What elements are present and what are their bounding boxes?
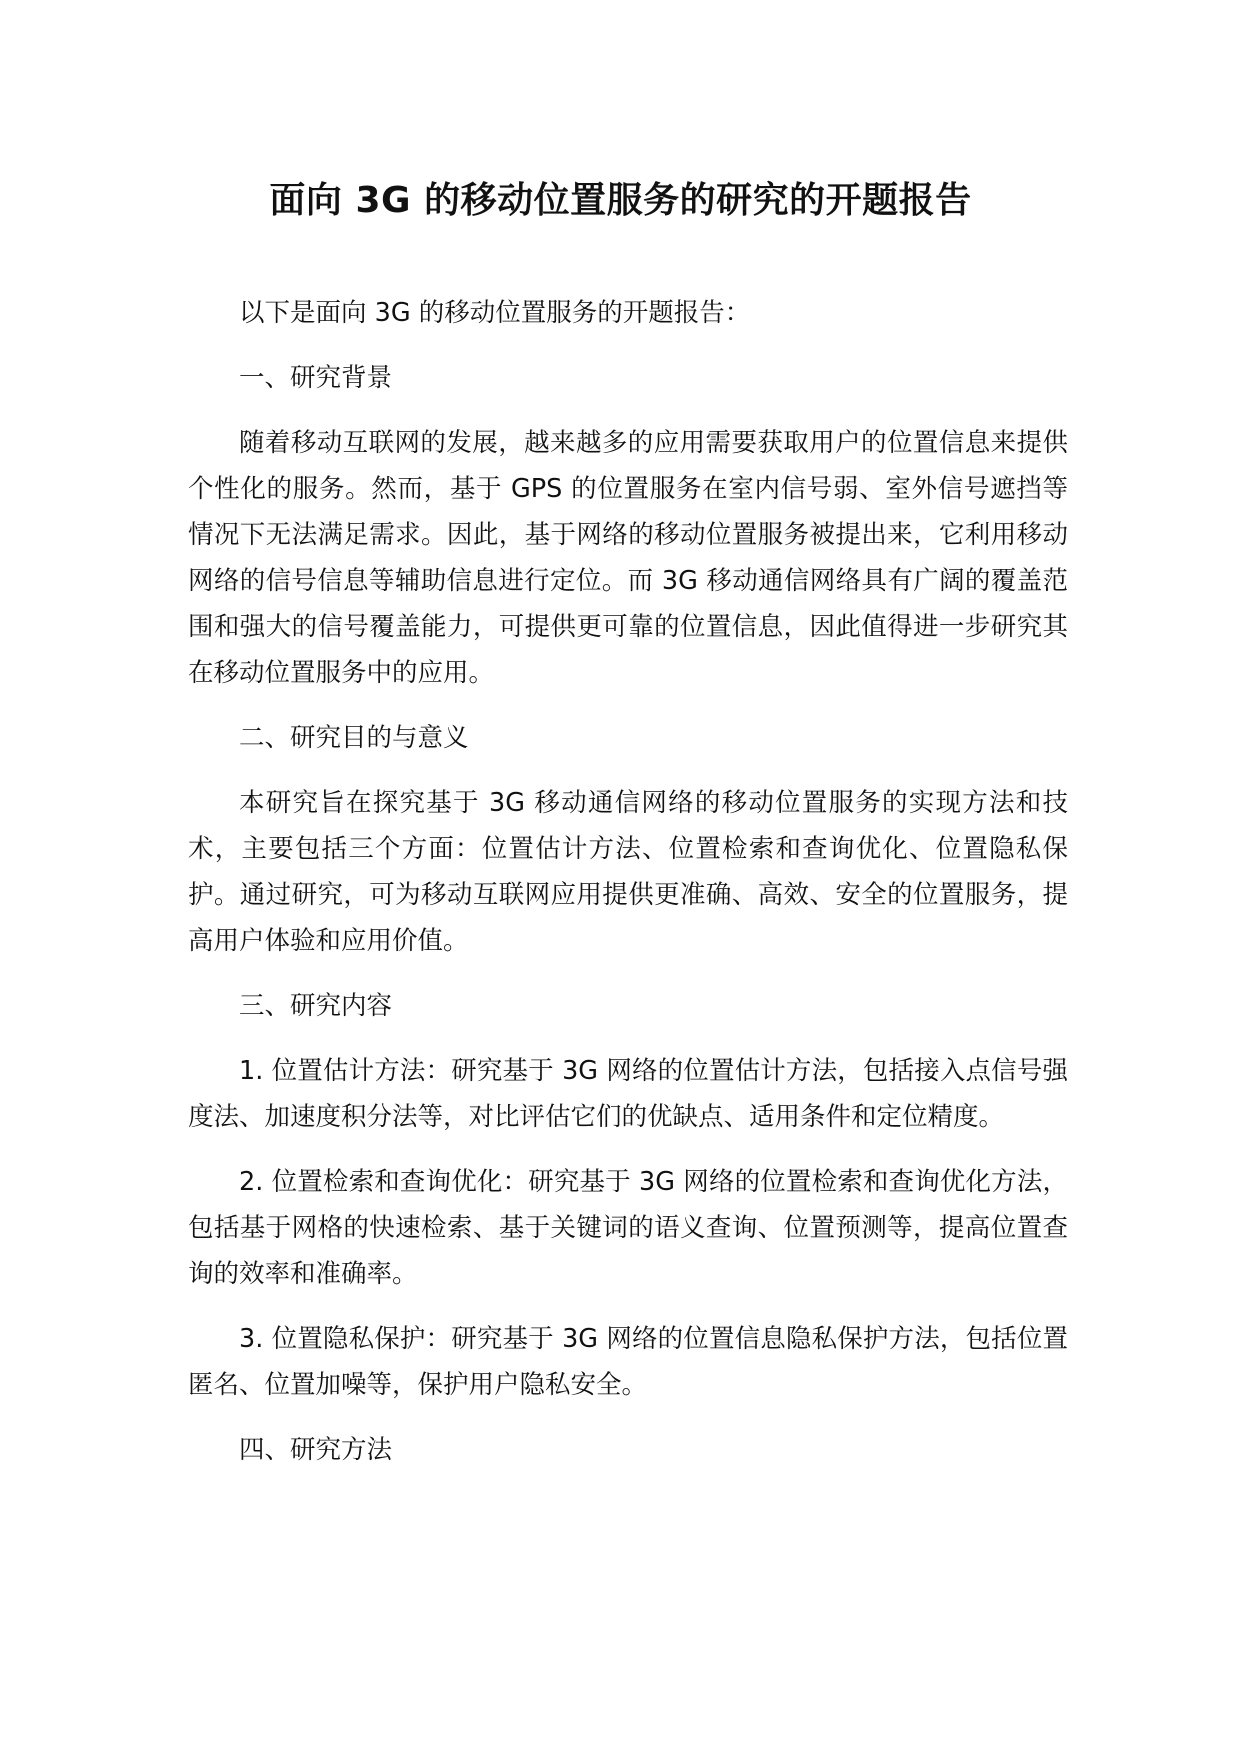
section-heading-purpose: 二、研究目的与意义 bbox=[239, 723, 469, 753]
purpose-paragraph: 本研究旨在探究基于 3G 移动通信网络的移动位置服务的实现方法和技术，主要包括三个方面：位置估计方法、位置检索和查询优化、位置隐私保护。通过研究，可为移动互联网应用提供更准确、高效、安全的位置服务，提高用户体验和应用价值。 bbox=[188, 788, 1068, 956]
content-item-1: 1. 位置估计方法：研究基于 3G 网络的位置估计方法，包括接入点信号强度法、加速度积分法等，对比评估它们的优缺点、适用条件和定位精度。 bbox=[188, 1056, 1068, 1132]
document-title: 面向 3G 的移动位置服务的研究的开题报告 bbox=[269, 180, 972, 221]
section-heading-method: 四、研究方法 bbox=[239, 1435, 393, 1465]
section-heading-background: 一、研究背景 bbox=[239, 363, 393, 393]
background-paragraph: 随着移动互联网的发展，越来越多的应用需要获取用户的位置信息来提供个性化的服务。然而，基于 GPS 的位置服务在室内信号弱、室外信号遮挡等情况下无法满足需求。因此，基于网络的移动位置服务被提出来，它利用移动网络的信号信息等辅助信息进行定位。而 3G 移动通信网络具有广阔的覆盖范围和强大的信号覆盖能力，可提供更可靠的位置信息，因此值得进一步研究其在移动位置服务中的应用。 bbox=[188, 428, 1068, 688]
intro-paragraph: 以下是面向 3G 的移动位置服务的开题报告： bbox=[239, 298, 751, 328]
section-heading-content: 三、研究内容 bbox=[239, 991, 393, 1021]
content-item-2: 2. 位置检索和查询优化：研究基于 3G 网络的位置检索和查询优化方法，包括基于网格的快速检索、基于关键词的语义查询、位置预测等，提高位置查询的效率和准确率。 bbox=[188, 1167, 1068, 1289]
content-item-3: 3. 位置隐私保护：研究基于 3G 网络的位置信息隐私保护方法，包括位置匿名、位置加噪等，保护用户隐私安全。 bbox=[188, 1324, 1068, 1400]
document-body bbox=[188, 290, 1068, 1492]
